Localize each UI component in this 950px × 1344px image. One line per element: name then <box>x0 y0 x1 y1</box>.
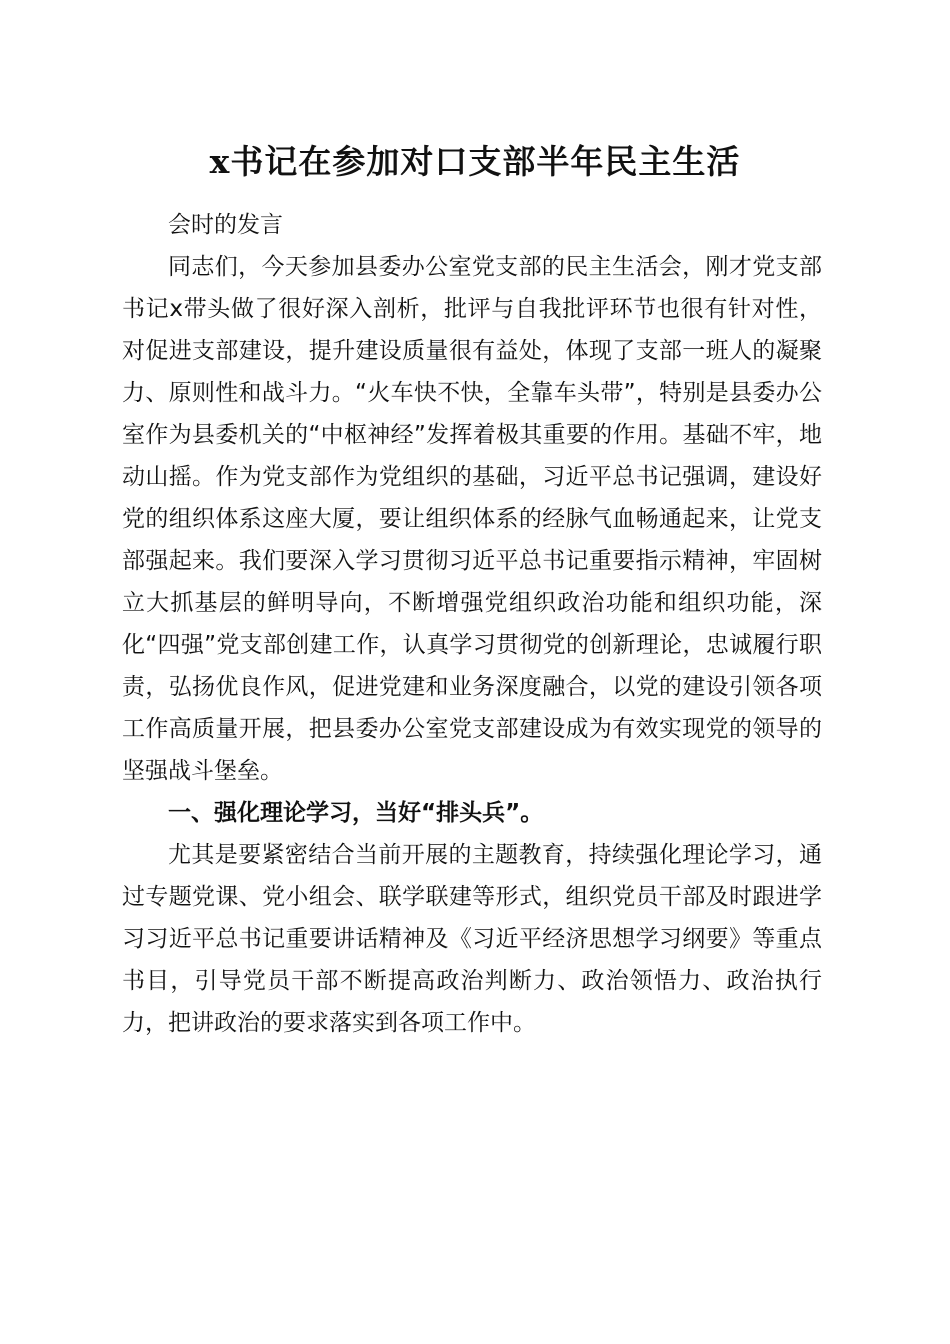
document-title: x书记在参加对口支部半年民主生活 <box>209 142 741 181</box>
document-body <box>122 204 822 1044</box>
title-continuation-paragraph: 会时的发言 <box>168 212 283 238</box>
section-body-paragraph: 尤其是要紧密结合当前开展的主题教育，持续强化理论学习，通过专题党课、党小组会、联学联建等形式，组织党员干部及时跟进学习习近平总书记重要讲话精神及《习近平经济思想学习纲要》等重点书目，引导党员干部不断提高政治判断力、政治领悟力、政治执行力，把讲政治的要求落实到各项工作中。 <box>122 842 822 1036</box>
section-heading: 一、强化理论学习，当好“排头兵”。 <box>168 800 544 826</box>
intro-paragraph: 同志们，今天参加县委办公室党支部的民主生活会，刚才党支部书记x带头做了很好深入剖析，批评与自我批评环节也很有针对性，对促进支部建设，提升建设质量很有益处，体现了支部一班人的凝聚力、原则性和战斗力。“火车快不快，全靠车头带”，特别是县委办公室作为县委机关的“中枢神经”发挥着极其重要的作用。基础不牢，地动山摇。作为党支部作为党组织的基础，习近平总书记强调，建设好党的组织体系这座大厦，要让组织体系的经脉气血畅通起来，让党支部强起来。我们要深入学习贯彻习近平总书记重要指示精神，牢固树立大抓基层的鲜明导向，不断增强党组织政治功能和组织功能，深化“四强”党支部创建工作，认真学习贯彻党的创新理论，忠诚履行职责，弘扬优良作风，促进党建和业务深度融合，以党的建设引领各项工作高质量开展，把县委办公室党支部建设成为有效实现党的领导的坚强战斗堡垒。 <box>122 254 822 784</box>
